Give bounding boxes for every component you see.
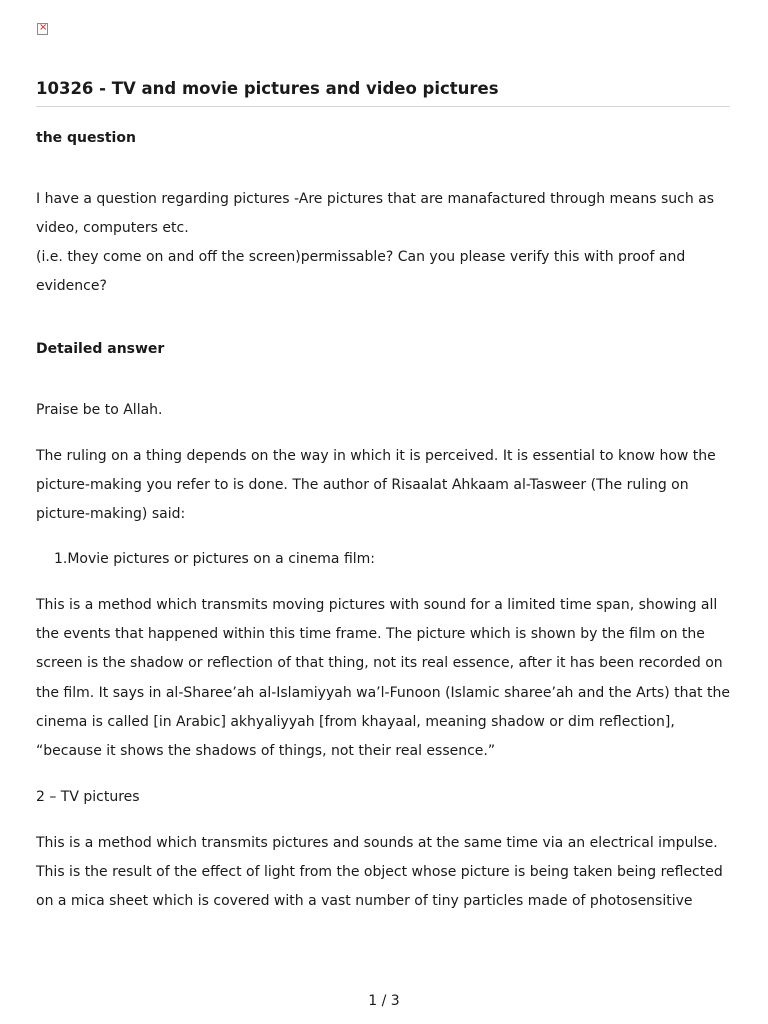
list-item-movie: 1.Movie pictures or pictures on a cinema film:: [54, 551, 376, 567]
ruling-paragraph: The ruling on a thing depends on the way in which it is perceived. It is essential to know how the picture-making you refer to is done. The author of Risaalat Ahkaam al-Tasweer (The ruling on picture-making) said:: [36, 448, 716, 523]
page-title: 10326 - TV and movie pictures and video pictures: [36, 79, 499, 98]
praise-text: Praise be to Allah.: [36, 402, 163, 418]
tv-paragraph: This is a method which transmits pictures and sounds at the same time via an electrical impulse. This is the result of the effect of light from the object whose picture is being taken being reflected on a mica sheet which is covered with a vast number of tiny particles made of photosensitive: [36, 835, 723, 910]
question-text-2: (i.e. they come on and off the screen)permissable? Can you please verify this with proof and evidence?: [36, 249, 686, 295]
movie-paragraph: This is a method which transmits moving pictures with sound for a limited time span, showing all the events that happened within this time frame. The picture which is shown by the film on the screen is the shadow or reflection of that thing, not its real essence, after it has been recorded on the film. It says in al-Sharee’ah al-Islamiyyah wa’l-Funoon (Islamic sharee’ah and the Arts) that the cinema is called [in Arabic] akhyaliyyah [from khayaal, meaning shadow or dim reflection], “because it shows the shadows of things, not their real essence.”: [36, 597, 730, 760]
question-heading: the question: [36, 130, 136, 146]
title-divider: [36, 106, 730, 107]
page-indicator: 1 / 3: [368, 993, 400, 1009]
broken-image-icon: ×: [39, 22, 48, 33]
tv-heading: 2 – TV pictures: [36, 789, 140, 805]
answer-heading: Detailed answer: [36, 341, 165, 357]
question-text-1: I have a question regarding pictures -Are pictures that are manafactured through means such as video, computers etc.: [36, 191, 715, 237]
